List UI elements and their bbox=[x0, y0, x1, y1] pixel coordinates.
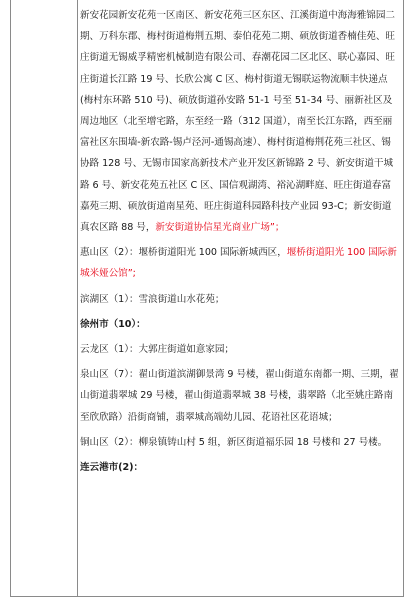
city-heading: 徐州市（10）： bbox=[80, 318, 146, 330]
paragraph-text: 铜山区（2）：柳泉镇铸山村 5 组，新区街道福乐园 18 号楼和 27 号楼。 bbox=[80, 436, 388, 448]
district-paragraph bbox=[80, 339, 400, 360]
paragraph-text: 云龙区（1）：大郭庄街道如意家园； bbox=[80, 344, 234, 356]
district-paragraph bbox=[80, 364, 400, 428]
table-content-cell bbox=[80, 5, 400, 478]
city-heading: 连云港市(2)： bbox=[80, 462, 144, 474]
paragraph-text: 新安花园新安花苑一区南区、新安花苑三区东区、江溪街道中海海雅锦园二期、万科东郡、梅村街道梅荆五期、泰伯花苑二期、硕放街道香楠佳苑、旺庄街道无锡威孚精密机械制造有限公司、春潮花园二区北区、联心嘉园、旺庄街道长江路 19 号、长欣公寓 C 区、梅村街道无锡联运物流顺丰快递点(梅村东环路 510 号)、硕放街道孙安路 51-1 号至 51-34 号、丽新社区及周边地区（北至增宅路，东至经一路（312 国道），南至长江东路，西至丽富社区东围墙-新农路-锡卢泾河-通锡高速）、梅村街道梅荆花苑三社区、锡协路 128 号、无锡市国家高新技术产业开发区新锦路 2 号、新安街道干城路 6 号、新安花苑五社区 C 区、国信观湖湾、裕沁湖畔庭、旺庄街道春富嘉苑三期、硕放街道南星苑、旺庄街道科园路科技产业园 93-C；新安街道真农区路 88 号， bbox=[80, 10, 395, 234]
column-divider bbox=[77, 0, 78, 596]
district-paragraph bbox=[80, 432, 400, 453]
district-paragraph bbox=[80, 289, 400, 310]
highlighted-text: 新安街道协信星光商业广场”； bbox=[155, 222, 285, 234]
district-paragraph bbox=[80, 242, 400, 284]
paragraph-text: 滨湖区（1）：雪浪街道山水花苑； bbox=[80, 293, 225, 305]
paragraph-text: 惠山区（2）：堰桥街道阳光 100 国际新城西区， bbox=[80, 247, 287, 259]
district-paragraph bbox=[80, 5, 400, 238]
highlighted-text: 堰桥街道阳光 100 国际新城米娅公馆”; bbox=[80, 247, 397, 280]
paragraph-text: 泉山区（7）：翟山街道滨湖御景湾 9 号楼，翟山街道东南都一期、三期，翟山街道翡翠城 29 号楼，翟山街道翡翠城 38 号楼，翡翠路（北至姚庄路南至欣欣路）沿街商铺，翡翠城高端幼儿园、花语社区花语城； bbox=[80, 369, 399, 423]
